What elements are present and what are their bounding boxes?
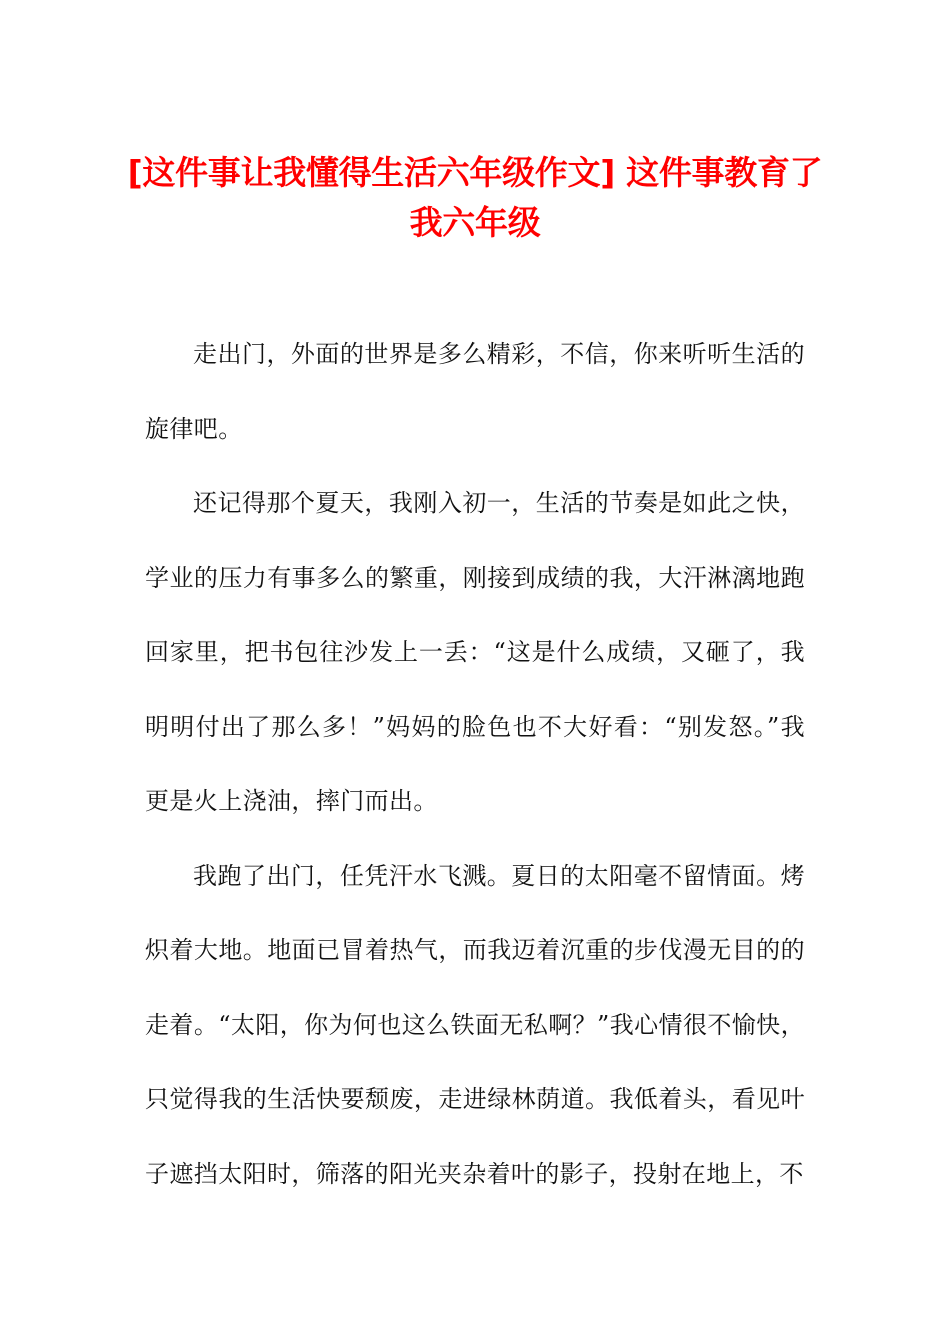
paragraph-1: 走出门，外面的世界是多么精彩，不信，你来听听生活的旋律吧。 [145, 340, 805, 443]
paragraph-2: 还记得那个夏天，我刚入初一，生活的节奏是如此之快，学业的压力有事多么的繁重，刚接到成绩的我，大汗淋漓地跑回家里，把书包往沙发上一丢：“这是什么成绩，又砸了，我明明付出了那么多！”妈妈的脸色也不大好看：“别发怒。”我更是火上浇油，摔门而出。 [145, 489, 805, 815]
document-body [145, 317, 805, 1211]
paragraph-3: 我跑了出门，任凭汗水飞溅。夏日的太阳毫不留情面。烤炽着大地。地面已冒着热气，而我迈着沉重的步伐漫无目的的走着。“太阳，你为何也这么铁面无私啊？”我心情很不愉快，只觉得我的生活快要颓废，走进绿林荫道。我低着头，看见叶子遮挡太阳时，筛落的阳光夹杂着叶的影子，投射在地上，不 [145, 861, 805, 1188]
document-title: [这件事让我懂得生活六年级作文] 这件事教育了我六年级 [127, 153, 823, 242]
